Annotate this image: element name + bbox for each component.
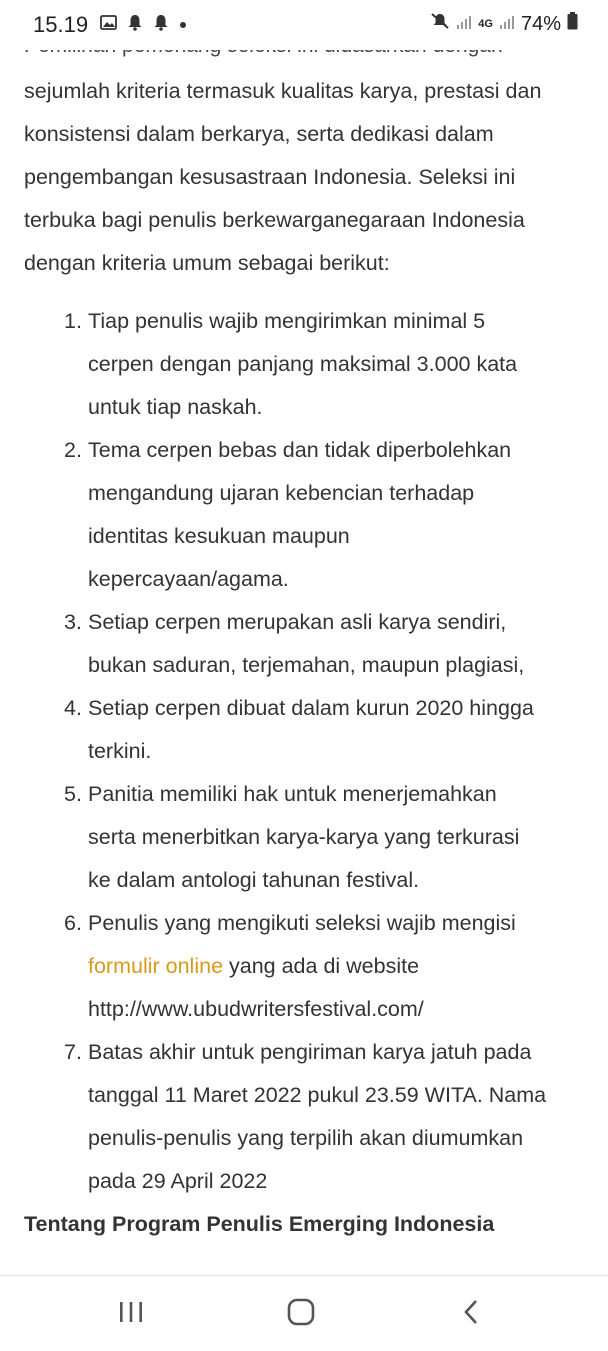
status-bar	[0, 0, 608, 50]
list-item	[24, 601, 590, 687]
list-item-line: Setiap cerpen dibuat dalam kurun 2020 hingga	[88, 696, 534, 720]
website-url-text: http://www.ubudwritersfestival.com/	[88, 997, 424, 1021]
list-item-number: 1.	[64, 309, 82, 333]
list-item-number: 6.	[64, 911, 82, 935]
list-item	[24, 687, 590, 773]
list-item-line: Tiap penulis wajib mengirimkan minimal 5	[88, 309, 486, 333]
battery-icon	[567, 12, 578, 36]
list-item-line: pada 29 April 2022	[88, 1169, 268, 1193]
criteria-list	[24, 300, 590, 1203]
recents-icon	[118, 1300, 144, 1329]
bell-icon	[127, 14, 143, 36]
list-item	[24, 1031, 590, 1203]
notification-icons	[100, 14, 187, 36]
list-item-line: ke dalam antologi tahunan festival.	[88, 868, 420, 892]
list-item-line: Batas akhir untuk pengiriman karya jatuh pada	[88, 1040, 532, 1064]
list-item-line: Setiap cerpen merupakan asli karya sendiri,	[88, 610, 507, 634]
section-heading: Tentang Program Penulis Emerging Indonesia	[24, 1212, 495, 1236]
list-item-line: untuk tiap naskah.	[88, 395, 263, 419]
battery-percent: 74%	[520, 12, 561, 35]
list-item-text: yang ada di website	[223, 954, 420, 978]
paragraph-line: sejumlah kriteria termasuk kualitas karya, prestasi dan	[24, 79, 542, 103]
gallery-icon	[100, 15, 117, 35]
registration-form-link[interactable]: formulir online	[88, 954, 224, 978]
signal-icon	[499, 13, 515, 36]
list-item-line: Panitia memiliki hak untuk menerjemahkan	[88, 782, 497, 806]
list-item-line: tanggal 11 Maret 2022 pukul 23.59 WITA. Nama	[88, 1083, 547, 1107]
paragraph-line: konsistensi dalam berkarya, serta dedikasi dalam	[24, 122, 494, 146]
dot-icon	[179, 16, 187, 34]
article-body	[24, 70, 590, 1203]
signal-icon	[456, 13, 472, 36]
list-item	[24, 902, 590, 1031]
home-icon	[287, 1298, 315, 1331]
list-item-number: 2.	[64, 438, 82, 462]
list-item-line	[88, 945, 590, 988]
list-item-line: bukan saduran, terjemahan, maupun plagiasi,	[88, 653, 525, 677]
list-item	[24, 773, 590, 902]
list-item-line: identitas kesukuan maupun	[88, 524, 350, 548]
list-item-line: kepercayaan/agama.	[88, 567, 289, 591]
paragraph-line: dengan kriteria umum sebagai berikut:	[24, 251, 390, 275]
list-item-number: 5.	[64, 782, 82, 806]
list-item-line: Penulis yang mengikuti seleksi wajib mengisi	[88, 911, 516, 935]
list-item-line: penulis-penulis yang terpilih akan diumumkan	[88, 1126, 524, 1150]
list-item-line: terkini.	[88, 739, 152, 763]
list-item	[24, 300, 590, 429]
list-item-line: cerpen dengan panjang maksimal 3.000 kata	[88, 352, 518, 376]
recents-button[interactable]	[111, 1296, 151, 1332]
list-item	[24, 429, 590, 601]
back-icon	[462, 1299, 480, 1330]
mute-icon	[430, 12, 450, 36]
list-item-number: 3.	[64, 610, 82, 634]
paragraph-line: terbuka bagi penulis berkewarganegaraan Indonesia	[24, 208, 525, 232]
back-button[interactable]	[451, 1296, 491, 1332]
bell-icon	[153, 14, 169, 36]
system-icons	[430, 12, 578, 36]
list-item-line: serta menerbitkan karya-karya yang terkurasi	[88, 825, 520, 849]
status-time: 15.19	[33, 12, 89, 37]
intro-paragraph	[24, 70, 590, 285]
network-type-label: 4G	[478, 18, 493, 30]
list-item-line: Tema cerpen bebas dan tidak diperbolehkan	[88, 438, 512, 462]
system-nav-bar	[0, 1275, 608, 1351]
list-item-number: 7.	[64, 1040, 82, 1064]
home-button[interactable]	[281, 1296, 321, 1332]
paragraph-line: pengembangan kesusastraan Indonesia. Seleksi ini	[24, 165, 516, 189]
list-item-line: mengandung ujaran kebencian terhadap	[88, 481, 475, 505]
list-item-number: 4.	[64, 696, 82, 720]
